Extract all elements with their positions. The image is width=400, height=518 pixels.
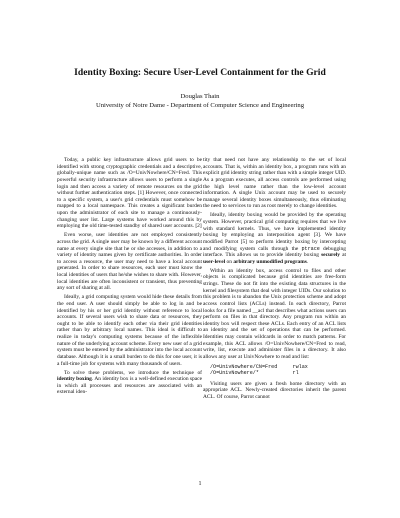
bold-term: user-level xyxy=(203,258,226,265)
text-span: To solve these problems, we introduce the technique of xyxy=(64,369,202,376)
bold-term: identity boxing xyxy=(57,376,92,383)
paragraph: tity that need not have any relationship to the set of local accounts. That is, within an identity box, a program runs with an explicit grid identity string rather than with a simple integer UID. As a program executes, all access controls are performed using the high level name rather than the low-level account information. A single Unix account may be used to securely manage several identity boxes simultaneously, thus eliminating the need to services to run as root merely to change identities. xyxy=(203,157,346,210)
bold-term: securely xyxy=(321,252,340,259)
right-column xyxy=(203,157,346,403)
acl-code-line: /O=UnivNowhere/* rl xyxy=(210,370,299,377)
text-span: . An identity box is a well-defined execution space in which all processes and resources are associated with an external iden- xyxy=(57,376,202,396)
code-term: ptrace xyxy=(301,245,320,252)
paragraph: Even worse, user identities are not employed consistently across the grid. A single user may be known by a different account name at every single site that he or she accesses, in addition to a variety of identity names given by certificate authorities. In order to access a resource, the user may need to have a local account generated. In order to share resources, each user must know the local identities of users that he/she wishes to share with. However, local identities are often inconsistent or transient, thus preventing any sort of sharing at all. xyxy=(57,232,202,292)
text-span: Ideally, identity boxing would be provided by the operating system. However, practical grid computing requires that we live with standard kernels. Thus, we have implemented identity boxing by employing an interposition agent [3]. We have modified Parrot [5] to perform identity boxing by intercepting and modifying system calls through the xyxy=(203,212,346,252)
text-span: . xyxy=(306,258,309,265)
text-span: debugging interface. This allows us to provide identity boxing xyxy=(203,245,346,259)
author-name: Douglas Thain xyxy=(180,93,220,100)
paragraph: Visiting users are given a fresh home directory with an appropriate ACL. Newly-created directories inherit the parent ACL. Of course, Parrot cannot xyxy=(203,380,346,400)
paragraph: Ideally, a grid computing system would hide these details from the end user. A user should simply be able to log in and be identified by his or her grid identity without reference to local accounts. If several users wish to share data or resources, they ought to be able to identify each other via their grid identities rather than by arbitrary local names. This ideal is difficult to realize in today's computing systems because of the inflexible nature of the underlying account scheme. Every new user of a grid system must be entered by the administrator into the local account database. Although it is a small burden to do this for one user, it is a full-time job for systems with many thousands of users. xyxy=(57,294,202,367)
bold-term: arbitrary unmodified programs xyxy=(233,258,307,265)
left-column xyxy=(57,157,202,398)
author-affiliation: University of Notre Dame - Department of Computer Science and Engineering xyxy=(95,102,304,109)
page-number: 1 xyxy=(198,481,202,487)
paper-title: Identity Boxing: Secure User-Level Containment for the Grid xyxy=(74,67,326,78)
paragraph: Within an identity box, access control to files and other objects is complicated because grid identities are free-form strings. These do not fit into the existing data structures in the kernel and filesystem that deal with integer UIDs. Our solution to this problem is to abandon the Unix protection scheme and adopt access control lists (ACLs) instead. In each directory, Parrot looks for a file named __acl that describes what actions users can perform on files in that directory. Any program run within an identity box will respect these ACLs. Each entry of an ACL lists an identity and the set of operations that can be performed. Identities may contain wildcards in order to match patterns. For example, this ACL allows /O=UnivNowhere/CN=Fred to read, write, list, execute and administer files in a directory. It also allows any user at UnivNowhere to read and list: xyxy=(203,267,346,360)
paragraph: Today, a public key infrastructure allows grid users to be identified with strong cryptographic credentials and a descriptive, globally-unique name such as /O=UnivNowhere/CN=Fred. This powerful security infrastructure allows users to perform a single login and then access a variety of remote resources on the grid without further authentication steps. [1] However, once connected to a specific system, a user's grid credentials must somehow be mapped to a local namespace. This creates a significant burden upon the administrator of each site to manage a continuously-changing user list. Large systems have worked around this by employing the old time-tested standby of shared user accounts. [2] xyxy=(57,157,202,230)
paragraph xyxy=(203,212,346,265)
paragraph xyxy=(57,370,202,397)
acl-code-line: /O=UnivNowhere/CN=Fred rwlax xyxy=(210,363,308,370)
text-span: at xyxy=(340,252,346,259)
text-span: on xyxy=(225,258,234,265)
